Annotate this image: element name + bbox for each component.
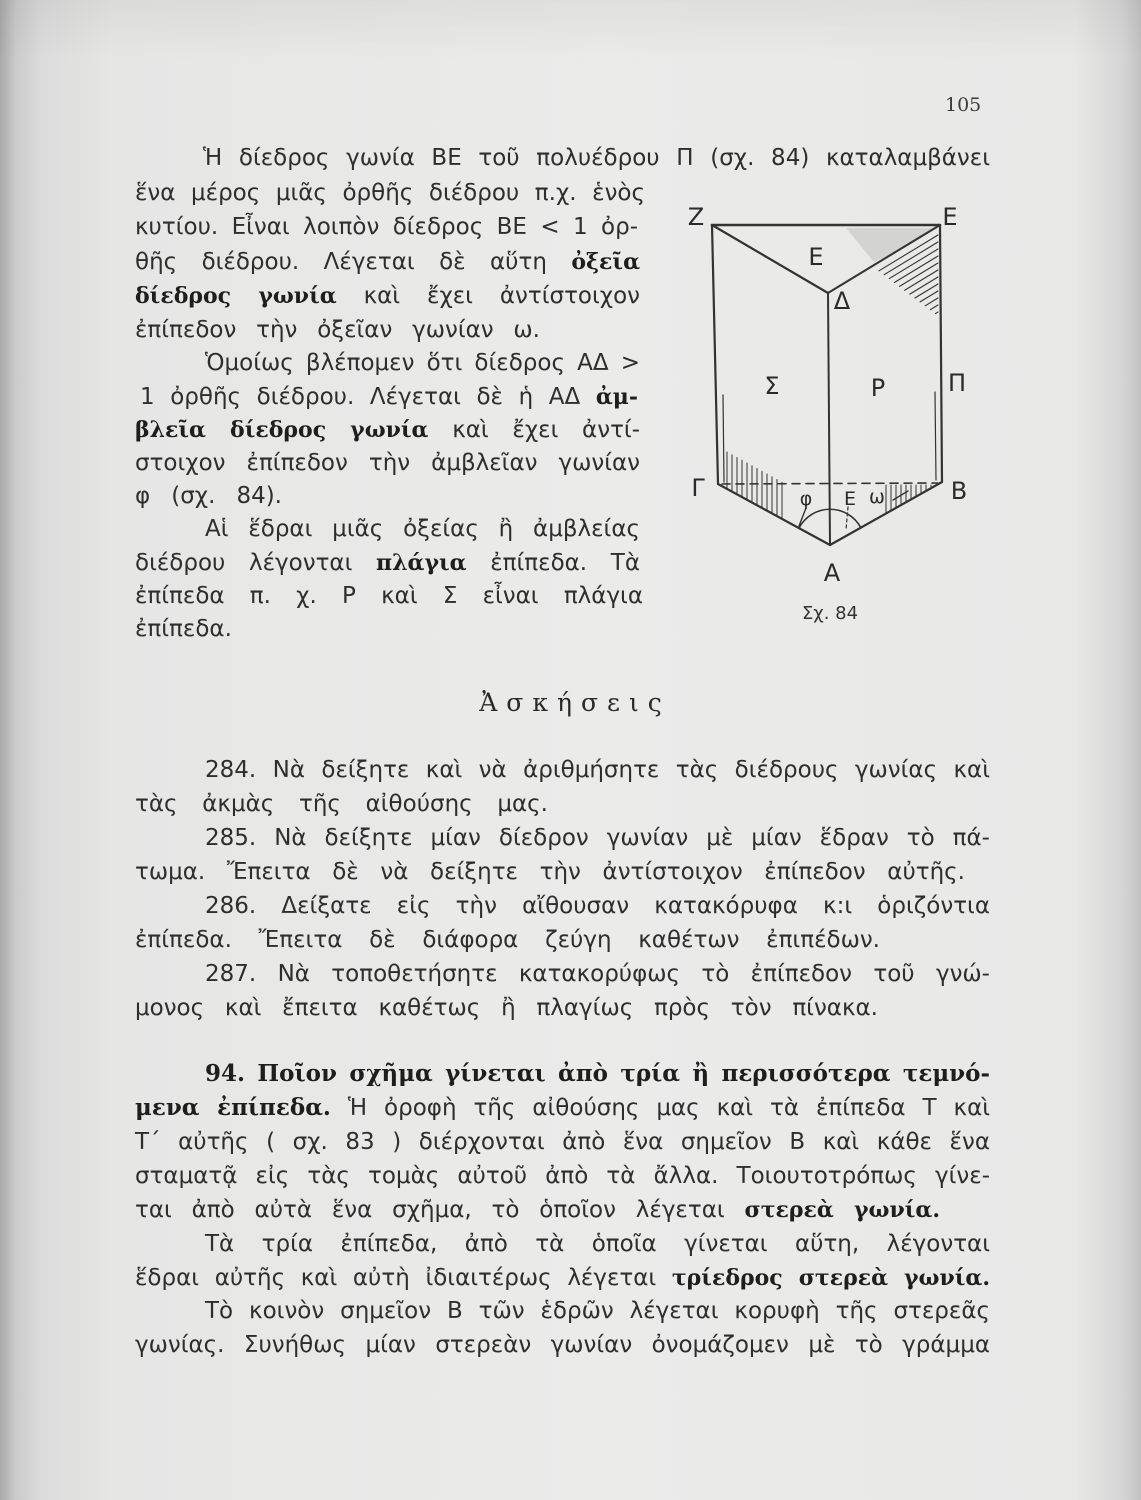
text-run: 1 ὀρθῆς διέδρου. Λέγεται δὲ ἡ ΑΔ	[140, 384, 581, 410]
line-content	[135, 1328, 990, 1362]
tick-mid	[846, 507, 848, 530]
label-left-face: Σ	[764, 372, 780, 400]
text-run: Ἡ δίεδρος γωνία ΒΕ τοῦ πολυέδρου Π (σχ. 84) καταλαμβάνει	[203, 145, 990, 171]
line-content	[135, 279, 640, 313]
bold-term: πλάγια	[376, 550, 467, 576]
hatch-line	[935, 312, 938, 314]
hatch-line	[910, 277, 938, 294]
line-content	[135, 313, 540, 347]
line-content	[135, 176, 645, 210]
line-content	[135, 579, 643, 613]
line-content	[135, 1193, 940, 1227]
section-line	[135, 1193, 940, 1227]
text-run: ἐπίπεδα. Τὰ	[490, 550, 640, 576]
text-run: διέδρου λέγονται	[135, 550, 353, 576]
label-angle-mid: Ε	[843, 488, 857, 510]
edge-delta-alpha	[828, 293, 830, 545]
text-run: τὰς ἀκμὰς τῆς αἰθούσης μας.	[135, 791, 548, 817]
bold-term: ἀμ-	[595, 384, 638, 410]
text-run: τωμα. Ἔπειτα δὲ νὰ δείξητε τὴν ἀντίστοιχον ἐπίπεδον αὐτῆς.	[135, 859, 965, 885]
text-run: φ (σχ. 84).	[135, 483, 282, 509]
intro-line	[135, 479, 282, 513]
label-right-face: Ρ	[870, 374, 886, 402]
section-title: μενα ἐπίπεδα.	[135, 1094, 331, 1121]
label-edge-top: Δ	[833, 287, 851, 315]
intro-line	[140, 380, 638, 414]
exercise-line	[205, 821, 990, 855]
section-line	[205, 1294, 990, 1328]
figure-caption: Σχ. 84	[801, 603, 859, 624]
hatch-line	[930, 305, 938, 310]
exercise-line	[205, 957, 990, 991]
bold-term: στερεὰ γωνία.	[744, 1197, 940, 1223]
text-run: Ἡ ὀροφὴ τῆς αἰθούσης μας καὶ τὰ ἐπίπεδα Τ καὶ	[347, 1095, 991, 1121]
intro-line	[205, 512, 640, 546]
hatch-line	[894, 256, 938, 282]
text-run: σταματᾷ εἰς τὰς τομὰς αὐτοῦ ἀπὸ τὰ ἄλλα. Τοιουτοτρόπως γίνε-	[135, 1163, 990, 1189]
exercises-heading: Ἀσκήσεις	[479, 688, 671, 717]
text-run: ἐπίπεδα π. χ. Ρ καὶ Σ εἶναι πλάγια	[135, 583, 643, 609]
label-top-left: Ζ	[687, 203, 705, 231]
line-content	[135, 855, 965, 889]
line-content	[203, 141, 990, 175]
line-content	[135, 446, 640, 480]
hatch-line	[900, 263, 938, 286]
page-number: 105	[945, 94, 982, 116]
text-run: καὶ ἔχει ἀντίστοιχον	[363, 283, 640, 309]
line-content	[135, 413, 640, 447]
intro-line	[205, 346, 640, 380]
line-content	[135, 546, 640, 580]
line-content	[205, 821, 990, 855]
exercise-line	[135, 787, 548, 821]
bold-term: δίεδρος γωνία	[135, 283, 337, 309]
label-top-right: Ε	[942, 203, 958, 231]
line-content	[135, 787, 548, 821]
intro-line	[135, 279, 640, 313]
text-run: ἕδραι αὐτῆς καὶ αὐτὴ ἰδιαιτέρως λέγεται	[135, 1265, 657, 1291]
text-run: ται ἀπὸ αὐτὰ ἕνα σχῆμα, τὸ ὁποῖον λέγεται	[135, 1197, 725, 1223]
label-right-side: Π	[947, 369, 967, 397]
intro-line	[135, 579, 643, 613]
line-content	[135, 245, 640, 279]
text-run: ἐπίπεδον τὴν ὀξεῖαν γωνίαν ω.	[135, 317, 540, 343]
bold-term: τρίεδρος στερεὰ γωνία.	[671, 1265, 990, 1291]
line-content	[135, 479, 282, 513]
label-bottom-right: Β	[950, 477, 968, 505]
line-content	[135, 1159, 990, 1193]
line-content	[205, 1294, 990, 1328]
line-content	[135, 612, 232, 646]
hatch-line	[915, 284, 938, 298]
intro-line	[135, 245, 640, 279]
text-run: Τὸ κοινὸν σημεῖον Β τῶν ἑδρῶν λέγεται κορυφὴ τῆς στερεᾶς	[205, 1298, 990, 1324]
text-run: Ὁμοίως βλέπομεν ὅτι δίεδρος ΑΔ >	[205, 350, 640, 376]
line-content	[135, 1125, 990, 1159]
line-content	[205, 957, 990, 991]
text-run: κυτίου. Εἶναι λοιπὸν δίεδρος ΒΕ < 1 ὀρ-	[135, 214, 638, 240]
intro-line	[135, 210, 638, 244]
exercise-line	[205, 889, 990, 923]
line-content	[205, 1227, 990, 1261]
label-top-face: Ε	[808, 243, 824, 271]
intro-line	[135, 413, 640, 447]
text-run: 287. Νὰ τοποθετήσητε κατακορύφως τὸ ἐπίπεδον τοῦ γνώ-	[205, 961, 990, 987]
text-run: ἐπίπεδα. Ἔπειτα δὲ διάφορα ζεύγη καθέτων ἐπιπέδων.	[135, 927, 880, 953]
section-line	[135, 1159, 990, 1193]
inner-left-edge	[723, 395, 724, 482]
section-line	[135, 1328, 990, 1362]
section-line	[205, 1227, 990, 1261]
text-run: Αἱ ἕδραι μιᾶς ὀξείας ἢ ἀμβλείας	[205, 516, 640, 542]
intro-line	[203, 141, 990, 175]
line-content	[205, 889, 990, 923]
exercise-line	[135, 923, 880, 957]
label-angle-left: φ	[799, 488, 813, 510]
bold-term: βλεῖα δίεδρος γωνία	[135, 417, 429, 443]
hatch-bottom-right	[886, 485, 931, 513]
line-content	[205, 346, 640, 380]
text-run: μονος καὶ ἔπειτα καθέτως ἢ πλαγίως πρὸς τὸν πίνακα.	[135, 995, 878, 1021]
label-bottom: Α	[823, 559, 841, 587]
text-run: 285. Νὰ δείξητε μίαν δίεδρον γωνίαν μὲ μίαν ἕδραν τὸ πά-	[205, 825, 990, 851]
intro-line	[135, 446, 640, 480]
label-bottom-left: Γ	[691, 474, 705, 502]
text-run: Τὰ τρία ἐπίπεδα, ἀπὸ τὰ ὁποῖα γίνεται αὕτη, λέγονται	[205, 1231, 990, 1257]
section-line	[135, 1261, 990, 1295]
section-title: 94. Ποῖον σχῆμα γίνεται ἀπὸ τρία ἢ περισσότερα τεμνό-	[205, 1060, 990, 1087]
label-angle-right: ω	[869, 486, 885, 508]
exercise-line	[135, 991, 878, 1025]
intro-line	[135, 546, 640, 580]
text-run: ἕνα μέρος μιᾶς ὀρθῆς διέδρου π.χ. ἑνὸς	[135, 180, 645, 206]
exercise-line	[135, 855, 965, 889]
bold-term: ὀξεῖα	[571, 249, 640, 275]
inner-right-edge	[935, 392, 936, 480]
line-content	[140, 380, 638, 414]
text-run: 286. Δείξατε εἰς τὴν αἴθουσαν κατακόρυφα κ:ι ὁριζόντια	[205, 893, 990, 919]
line-content	[205, 1057, 990, 1091]
edge-epsilon-beta	[940, 225, 942, 482]
exercise-line	[205, 753, 990, 787]
section-line	[135, 1125, 990, 1159]
text-run: στοιχον ἐπίπεδον τὴν ἀμβλεῖαν γωνίαν	[135, 450, 640, 476]
text-run: γωνίας. Συνήθως μίαν στερεὰν γωνίαν ὀνομάζομεν μὲ τὸ γράμμα	[135, 1332, 990, 1358]
text-run: καὶ ἔχει ἀντί-	[452, 417, 640, 443]
hatch-bottom-left	[727, 452, 782, 518]
figure-prism-diagram	[672, 190, 992, 630]
text-run: Τ΄ αὐτῆς ( σχ. 83 ) διέρχονται ἀπὸ ἕνα σημεῖον Β καὶ κάθε ἕνα	[135, 1129, 990, 1155]
text-run: 284. Νὰ δείξητε καὶ νὰ ἀριθμήσητε τὰς διέδρους γωνίας καὶ	[205, 757, 990, 783]
edge-gamma-alpha	[718, 484, 830, 545]
intro-line	[135, 313, 540, 347]
edge-zeta-gamma	[712, 225, 718, 484]
line-content	[135, 1091, 990, 1125]
intro-line	[135, 612, 250, 646]
hatch-line	[925, 298, 938, 306]
section-line	[205, 1057, 990, 1091]
line-content	[135, 210, 638, 244]
line-content	[205, 753, 990, 787]
text-run: ἐπίπεδα.	[135, 616, 232, 642]
text-run: θῆς διέδρου. Λέγεται δὲ αὕτη	[135, 249, 547, 275]
line-content	[135, 1261, 990, 1295]
line-content	[135, 991, 878, 1025]
line-content	[205, 512, 640, 546]
section-line	[135, 1091, 990, 1125]
intro-line	[135, 176, 645, 210]
line-content	[135, 923, 880, 957]
